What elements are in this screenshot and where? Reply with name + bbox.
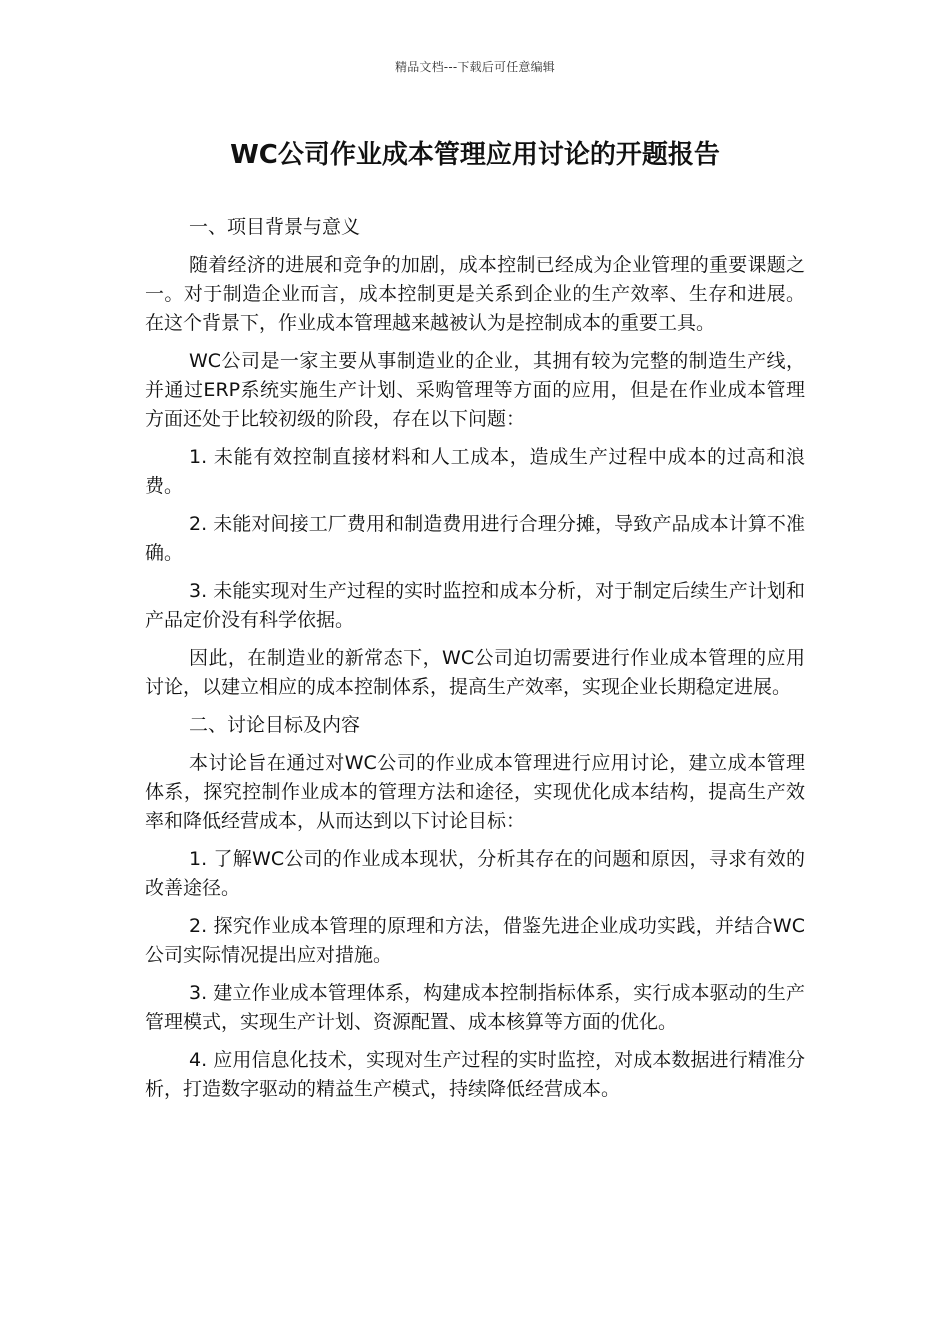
list-item: 2. 探究作业成本管理的原理和方法，借鉴先进企业成功实践，并结合WC公司实际情况提出应对措施。	[145, 915, 805, 966]
section-background	[145, 213, 805, 702]
paragraph: 本讨论旨在通过对WC公司的作业成本管理进行应用讨论，建立成本管理体系，探究控制作业成本的管理方法和途径，实现优化成本结构，提高生产效率和降低经营成本，从而达到以下讨论目标：	[145, 752, 805, 832]
section-heading: 一、项目背景与意义	[189, 216, 361, 238]
list-item: 1. 了解WC公司的作业成本现状，分析其存在的问题和原因，寻求有效的改善途径。	[145, 848, 805, 899]
section-heading: 二、讨论目标及内容	[189, 714, 361, 736]
header-note: 精品文档---下载后可任意编辑	[395, 60, 555, 74]
paragraph: 因此，在制造业的新常态下，WC公司迫切需要进行作业成本管理的应用讨论，以建立相应的成本控制体系，提高生产效率，实现企业长期稳定进展。	[145, 647, 805, 698]
section-goals	[145, 711, 805, 1104]
list-item: 2. 未能对间接工厂费用和制造费用进行合理分摊，导致产品成本计算不准确。	[145, 513, 805, 564]
list-item: 4. 应用信息化技术，实现对生产过程的实时监控，对成本数据进行精准分析，打造数字驱动的精益生产模式，持续降低经营成本。	[145, 1049, 805, 1100]
document-title: WC公司作业成本管理应用讨论的开题报告	[230, 140, 720, 170]
list-item: 3. 建立作业成本管理体系，构建成本控制指标体系，实行成本驱动的生产管理模式，实现生产计划、资源配置、成本核算等方面的优化。	[145, 982, 805, 1033]
paragraph: WC公司是一家主要从事制造业的企业，其拥有较为完整的制造生产线，并通过ERP系统实施生产计划、采购管理等方面的应用，但是在作业成本管理方面还处于比较初级的阶段，存在以下问题：	[145, 350, 805, 430]
document-body	[145, 213, 805, 1113]
paragraph: 随着经济的进展和竞争的加剧，成本控制已经成为企业管理的重要课题之一。对于制造企业而言，成本控制更是关系到企业的生产效率、生存和进展。在这个背景下，作业成本管理越来越被认为是控制成本的重要工具。	[145, 254, 805, 334]
list-item: 1. 未能有效控制直接材料和人工成本，造成生产过程中成本的过高和浪费。	[145, 446, 805, 497]
list-item: 3. 未能实现对生产过程的实时监控和成本分析，对于制定后续生产计划和产品定价没有科学依据。	[145, 580, 805, 631]
